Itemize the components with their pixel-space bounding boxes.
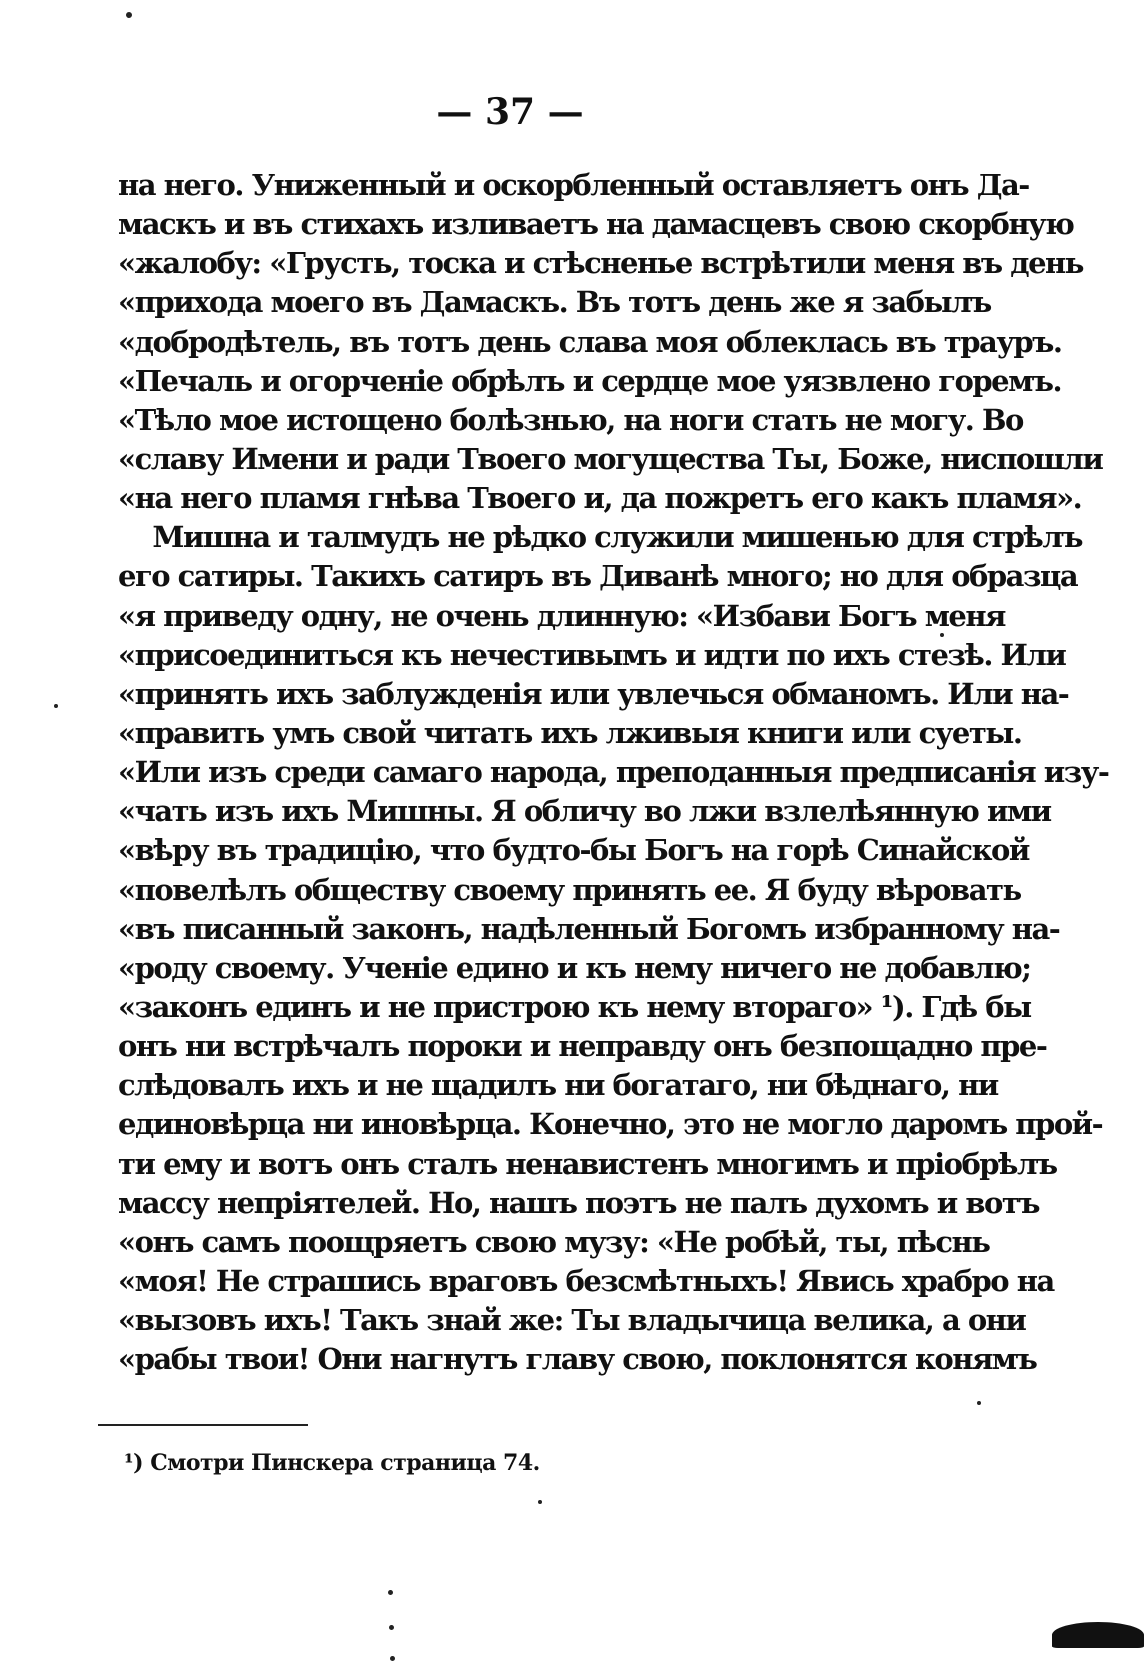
text-line: Мишна и талмудъ не рѣдко служили мишенью для стрѣлъ — [118, 520, 1083, 555]
scan-speck — [940, 633, 944, 637]
text-line: «жалобу: «Грусть, тоска и стѣсненье встрѣтили меня въ день — [118, 246, 1083, 281]
scan-speck — [977, 1401, 981, 1405]
footnote-divider — [98, 1424, 308, 1426]
text-line: «Тѣло мое истощено болѣзнью, на ноги стать не могу. Во — [118, 402, 1023, 437]
page-number: — 37 — — [436, 91, 584, 133]
text-line: «Или изъ среди самаго народа, преподанныя предписанія изу- — [118, 755, 1109, 790]
text-line: «прихода моего въ Дамаскъ. Въ тотъ день же я забылъ — [118, 285, 991, 320]
text-line: маскъ и въ стихахъ изливаетъ на дамасцевъ свою скорбную — [118, 207, 1074, 242]
text-line: массу непріятелей. Но, нашъ поэтъ не палъ духомъ и вотъ — [118, 1185, 1040, 1220]
text-line: «на него пламя гнѣва Твоего и, да пожретъ его какъ пламя». — [118, 481, 1082, 516]
scan-speck — [126, 12, 132, 18]
scan-speck — [390, 1656, 395, 1661]
text-line: «присоединиться къ нечестивымъ и идти по ихъ стезѣ. Или — [118, 637, 1066, 672]
text-line: «чать изъ ихъ Мишны. Я обличу во лжи взлелѣянную ими — [118, 794, 1051, 829]
text-line: «законъ единъ и не пристрою къ нему втораго» ¹). Гдѣ бы — [118, 989, 1031, 1024]
text-line: «вызовъ ихъ! Такъ знай же: Ты владычица велика, а они — [118, 1303, 1026, 1338]
text-line: «славу Имени и ради Твоего могущества Ты, Боже, ниспошли — [118, 441, 1103, 476]
scan-speck — [54, 704, 58, 708]
ink-blot — [1052, 1622, 1144, 1648]
text-line: единовѣрца ни иновѣрца. Конечно, это не могло даромъ прой- — [118, 1107, 1103, 1142]
scan-speck — [388, 1590, 393, 1595]
text-line: его сатиры. Такихъ сатиръ въ Диванѣ много; но для образца — [118, 559, 1078, 594]
text-line: «вѣру въ традицію, что будто-бы Богъ на горѣ Синайской — [118, 833, 1029, 868]
text-line: на него. Униженный и оскорбленный оставляетъ онъ Да- — [118, 168, 1029, 202]
footnote: ¹) Смотри Пинскера страница 74. — [124, 1450, 540, 1476]
text-line: онъ ни встрѣчалъ пороки и неправду онъ безпощадно пре- — [118, 1029, 1047, 1064]
text-line: «добродѣтель, въ тотъ день слава моя облеклась въ трауръ. — [118, 324, 1062, 359]
text-line: «рабы твои! Они нагнутъ главу свою, поклонятся конямъ — [118, 1342, 1037, 1377]
scan-speck — [389, 1625, 394, 1630]
text-line: «Печаль и огорченіе обрѣлъ и сердце мое уязвлено горемъ. — [118, 363, 1062, 398]
text-line: «я приведу одну, не очень длинную: «Избави Богъ меня — [118, 598, 1005, 633]
body-text — [118, 166, 1109, 1379]
text-line: «принять ихъ заблужденія или увлечься обманомъ. Или на- — [118, 676, 1069, 711]
text-line: «въ писанный законъ, надѣленный Богомъ избранному на- — [118, 911, 1060, 946]
text-line: «повелѣлъ обществу своему принять ее. Я буду вѣровать — [118, 872, 1021, 907]
text-line: «онъ самъ поощряетъ свою музу: «Не робѣй, ты, пѣснь — [118, 1224, 990, 1259]
text-line: «править умъ свой читать ихъ лживыя книги или суеты. — [118, 715, 1022, 750]
text-line: ти ему и вотъ онъ сталъ ненавистенъ многимъ и пріобрѣлъ — [118, 1146, 1057, 1181]
text-line: «моя! Не страшись враговъ безсмѣтныхъ! Явись храбро на — [118, 1263, 1054, 1298]
text-line: слѣдовалъ ихъ и не щадилъ ни богатаго, ни бѣднаго, ни — [118, 1068, 998, 1103]
scan-speck — [538, 1500, 542, 1504]
text-line: «роду своему. Ученіе едино и къ нему ничего не добавлю; — [118, 950, 1031, 985]
